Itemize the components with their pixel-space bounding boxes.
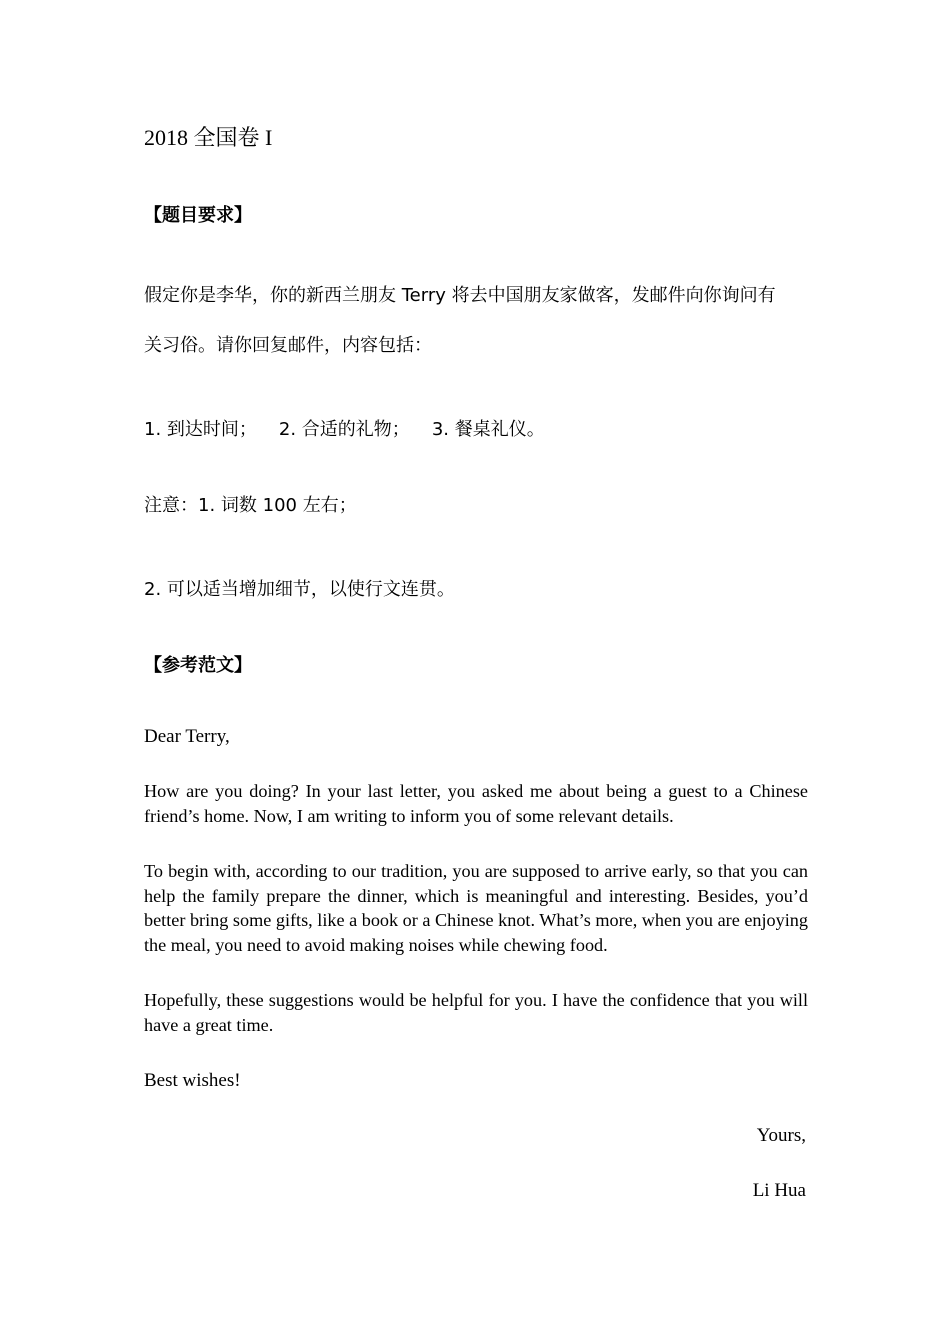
document-title: 2018 全国卷 I: [144, 125, 273, 150]
content-point-3: 3. 餐桌礼仪。: [431, 419, 545, 440]
letter-paragraph-1: How are you doing? In your last letter, you asked me about being a guest to a Chinese friend’s home. Now, I am writing to inform you of some relevant details.: [144, 781, 808, 826]
note-line-1: 注意：1. 词数 100 左右；: [144, 495, 357, 516]
letter-greeting: Dear Terry,: [144, 726, 230, 747]
content-points: [144, 418, 806, 442]
content-point-1: 1. 到达时间；: [144, 419, 257, 440]
letter-paragraph-2: To begin with, according to our tradition, you are supposed to arrive early, so that you can help the family prepare the dinner, which is meaningful and interesting. Besides, you’d better bring some gifts, like a book or a Chinese knot. What’s more, when you are enjoying the meal, you need to avoid making noises while chewing food.: [144, 861, 808, 955]
letter-signature: Li Hua: [752, 1180, 806, 1201]
task-description-line-2: 关习俗。请你回复邮件，内容包括：: [144, 335, 432, 356]
section-heading-task: 【题目要求】: [144, 205, 252, 226]
content-point-2: 2. 合适的礼物；: [278, 419, 410, 440]
letter-closing: Best wishes!: [144, 1070, 241, 1091]
section-heading-sample: 【参考范文】: [144, 655, 252, 676]
note-line-2: 2. 可以适当增加细节，以使行文连贯。: [144, 579, 455, 600]
task-description-line-1: 假定你是李华，你的新西兰朋友 Terry 将去中国朋友家做客，发邮件向你询问有: [144, 285, 776, 306]
letter-paragraph-3: Hopefully, these suggestions would be helpful for you. I have the confidence that you will have a great time.: [144, 990, 808, 1035]
letter-sign-off: Yours,: [756, 1125, 806, 1146]
